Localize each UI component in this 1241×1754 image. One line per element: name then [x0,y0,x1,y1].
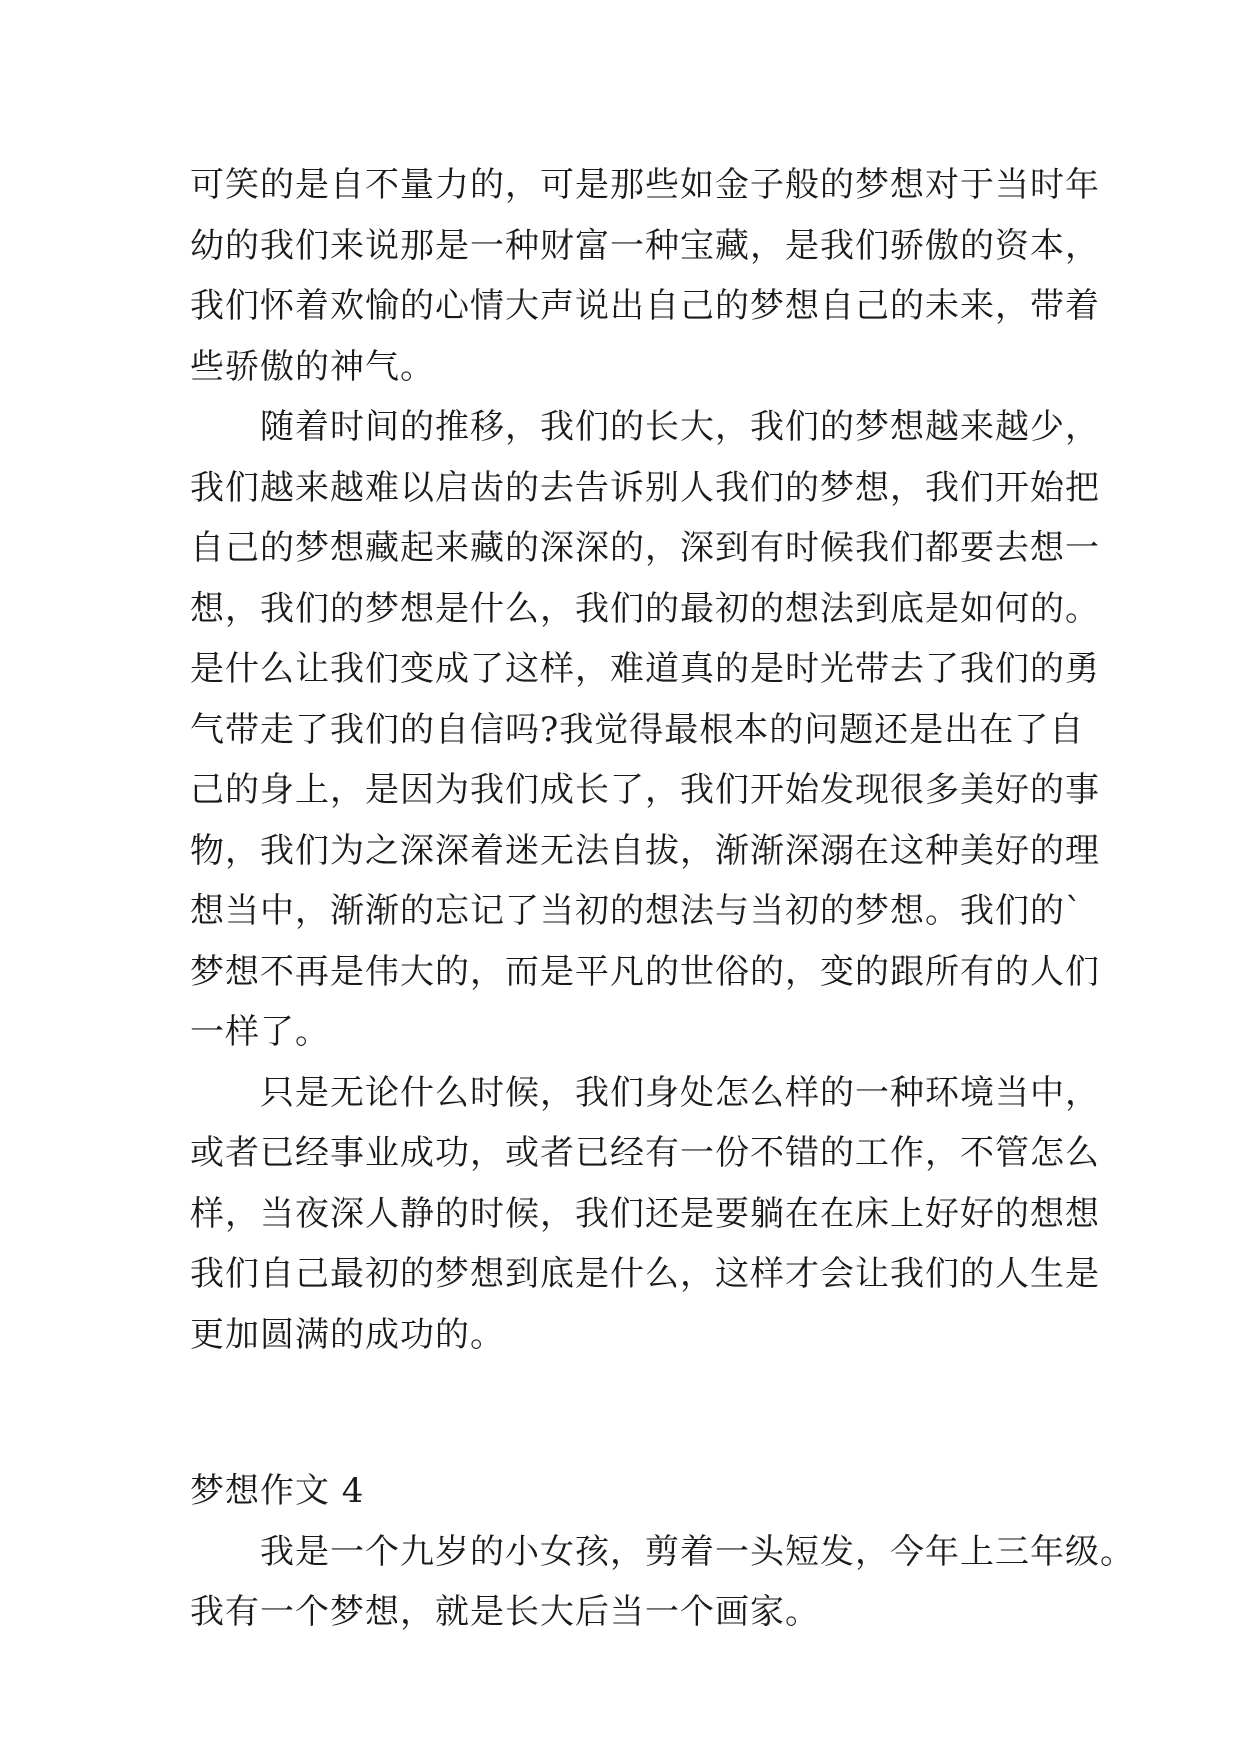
text-line: 是什么让我们变成了这样，难道真的是时光带去了我们的勇 [190,649,1100,689]
text-line: 我们越来越难以启齿的去告诉别人我们的梦想，我们开始把 [190,467,1100,508]
text-line: 想，我们的梦想是什么，我们的最初的想法到底是如何的。 [190,588,1100,629]
text-line: 幼的我们来说那是一种财富一种宝藏，是我们骄傲的资本， [190,225,1100,266]
section-gap [190,1365,1070,1461]
text-line: 更加圆满的成功的。 [190,1314,505,1355]
text-line: 物，我们为之深深着迷无法自拔，渐渐深溺在这种美好的理 [190,830,1100,871]
text-line: 我有一个梦想，就是长大后当一个画家。 [190,1592,820,1632]
text-line: 些骄傲的神气。 [190,346,435,387]
document-body [190,155,1135,1643]
text-line: 一样了。 [190,1012,330,1052]
text-line: 随着时间的推移，我们的长大，我们的梦想越来越少， [190,407,1100,447]
text-line: 自己的梦想藏起来藏的深深的，深到有时候我们都要去想一 [190,528,1100,568]
text-line: 己的身上，是因为我们成长了，我们开始发现很多美好的事 [190,770,1100,810]
text-line: 或者已经事业成功，或者已经有一份不错的工作，不管怎么 [190,1133,1100,1173]
text-line: 我们自己最初的梦想到底是什么，这样才会让我们的人生是 [190,1254,1100,1294]
text-line: 可笑的是自不量力的，可是那些如金子般的梦想对于当时年 [190,165,1100,205]
text-line: 样，当夜深人静的时候，我们还是要躺在在床上好好的想想 [190,1193,1100,1234]
text-line: 我是一个九岁的小女孩，剪着一头短发，今年上三年级。 [190,1531,1135,1572]
text-line: 梦想不再是伟大的，而是平凡的世俗的，变的跟所有的人们 [190,951,1100,992]
text-line: 气带走了我们的自信吗?我觉得最根本的问题还是出在了自 [190,709,1085,750]
section-heading: 梦想作文 4 [190,1471,365,1511]
text-line: 我们怀着欢愉的心情大声说出自己的梦想自己的未来，带着 [190,286,1100,326]
essay-continuation [190,155,1100,1365]
text-line: 想当中，渐渐的忘记了当初的想法与当初的梦想。我们的` [190,891,1083,931]
text-line: 只是无论什么时候，我们身处怎么样的一种环境当中， [190,1072,1100,1113]
essay-4-body [190,1522,1135,1643]
